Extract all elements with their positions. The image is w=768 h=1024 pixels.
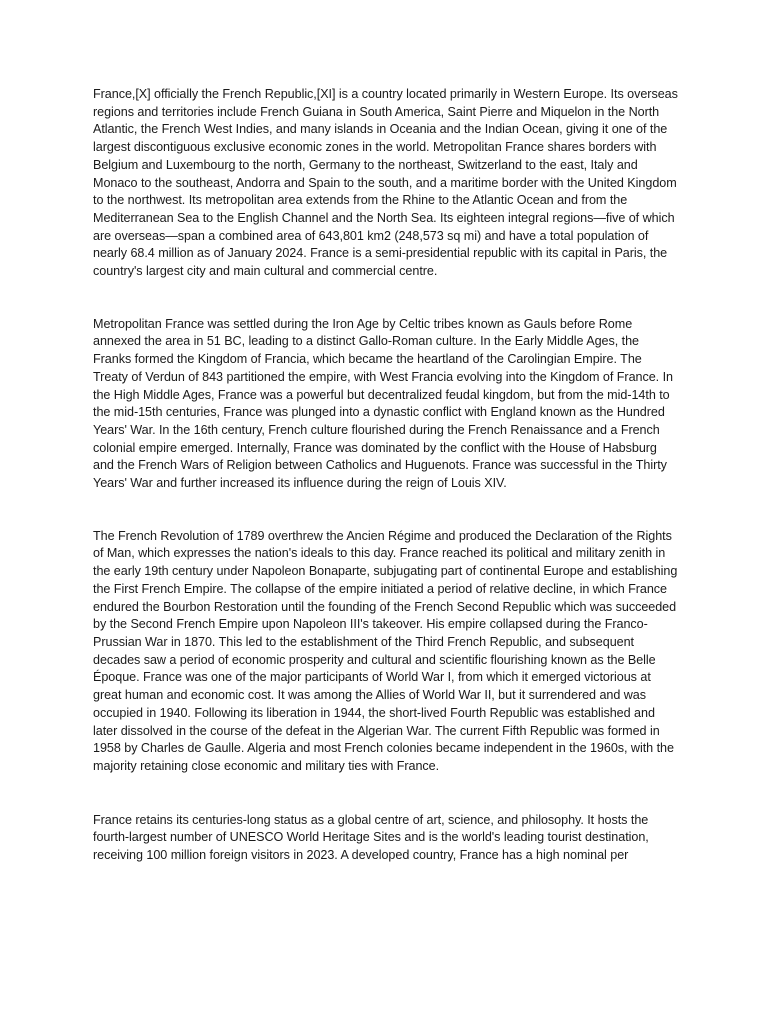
paragraph-early-history: Metropolitan France was settled during the Iron Age by Celtic tribes known as Gauls before Rome annexed the area in 51 BC, leading to a distinct Gallo-Roman culture. In the Early Middle Ages, the Franks formed the Kingdom of Francia, which became the heartland of the Carolingian Empire. The Treaty of Verdun of 843 partitioned the empire, with West Francia evolving into the Kingdom of France. In the High Middle Ages, France was a powerful but decentralized feudal kingdom, but from the mid-14th to the mid-15th centuries, France was plunged into a dynastic conflict with England known as the Hundred Years' War. In the 16th century, French culture flourished during the French Renaissance and a French colonial empire emerged. Internally, France was dominated by the conflict with the House of Habsburg and the French Wars of Religion between Catholics and Huguenots. France was successful in the Thirty Years' War and further increased its influence during the reign of Louis XIV. <box>93 316 673 491</box>
paragraph-overview: France,[X] officially the French Republic,[XI] is a country located primarily in Western Europe. Its overseas regions and territories include French Guiana in South America, Saint Pierre and Miquelon in the North Atlantic, the French West Indies, and many islands in Oceania and the Indian Ocean, giving it one of the largest discontiguous exclusive economic zones in the world. Metropolitan France shares borders with Belgium and Luxembourg to the north, Germany to the northeast, Switzerland to the east, Italy and Monaco to the southeast, Andorra and Spain to the south, and a maritime border with the United Kingdom to the northwest. Its metropolitan area extends from the Rhine to the Atlantic Ocean and from the Mediterranean Sea to the English Channel and the North Sea. Its eighteen integral regions—five of which are overseas—span a combined area of 643,801 km2 (248,573 sq mi) and have a total population of nearly 68.4 million as of January 2024. France is a semi-presidential republic with its capital in Paris, the country's largest city and main cultural and commercial centre. <box>93 87 678 279</box>
paragraph-modern-history: The French Revolution of 1789 overthrew the Ancien Régime and produced the Declaration of the Rights of Man, which expresses the nation's ideals to this day. France reached its political and military zenith in the early 19th century under Napoleon Bonaparte, subjugating part of continental Europe and establishing the First French Empire. The collapse of the empire initiated a period of relative decline, in which France endured the Bourbon Restoration until the founding of the French Second Republic which was succeeded by the Second French Empire upon Napoleon III's takeover. His empire collapsed during the Franco-Prussian War in 1870. This led to the establishment of the Third French Republic, and subsequent decades saw a period of economic prosperity and cultural and scientific flourishing known as the Belle Époque. France was one of the major participants of World War I, from which it emerged victorious at great human and economic cost. It was among the Allies of World War II, but it surrendered and was occupied in 1940. Following its liberation in 1944, the short-lived Fourth Republic was established and later dissolved in the course of the defeat in the Algerian War. The current Fifth Republic was formed in 1958 by Charles de Gaulle. Algeria and most French colonies became independent in the 1960s, with the majority retaining close economic and military ties with France. <box>93 528 678 773</box>
document-page <box>93 86 678 865</box>
paragraph-culture-economy: France retains its centuries-long status as a global centre of art, science, and philosophy. It hosts the fourth-largest number of UNESCO World Heritage Sites and is the world's leading tourist destination, receiving 100 million foreign visitors in 2023. A developed country, France has a high nominal per <box>93 812 649 863</box>
